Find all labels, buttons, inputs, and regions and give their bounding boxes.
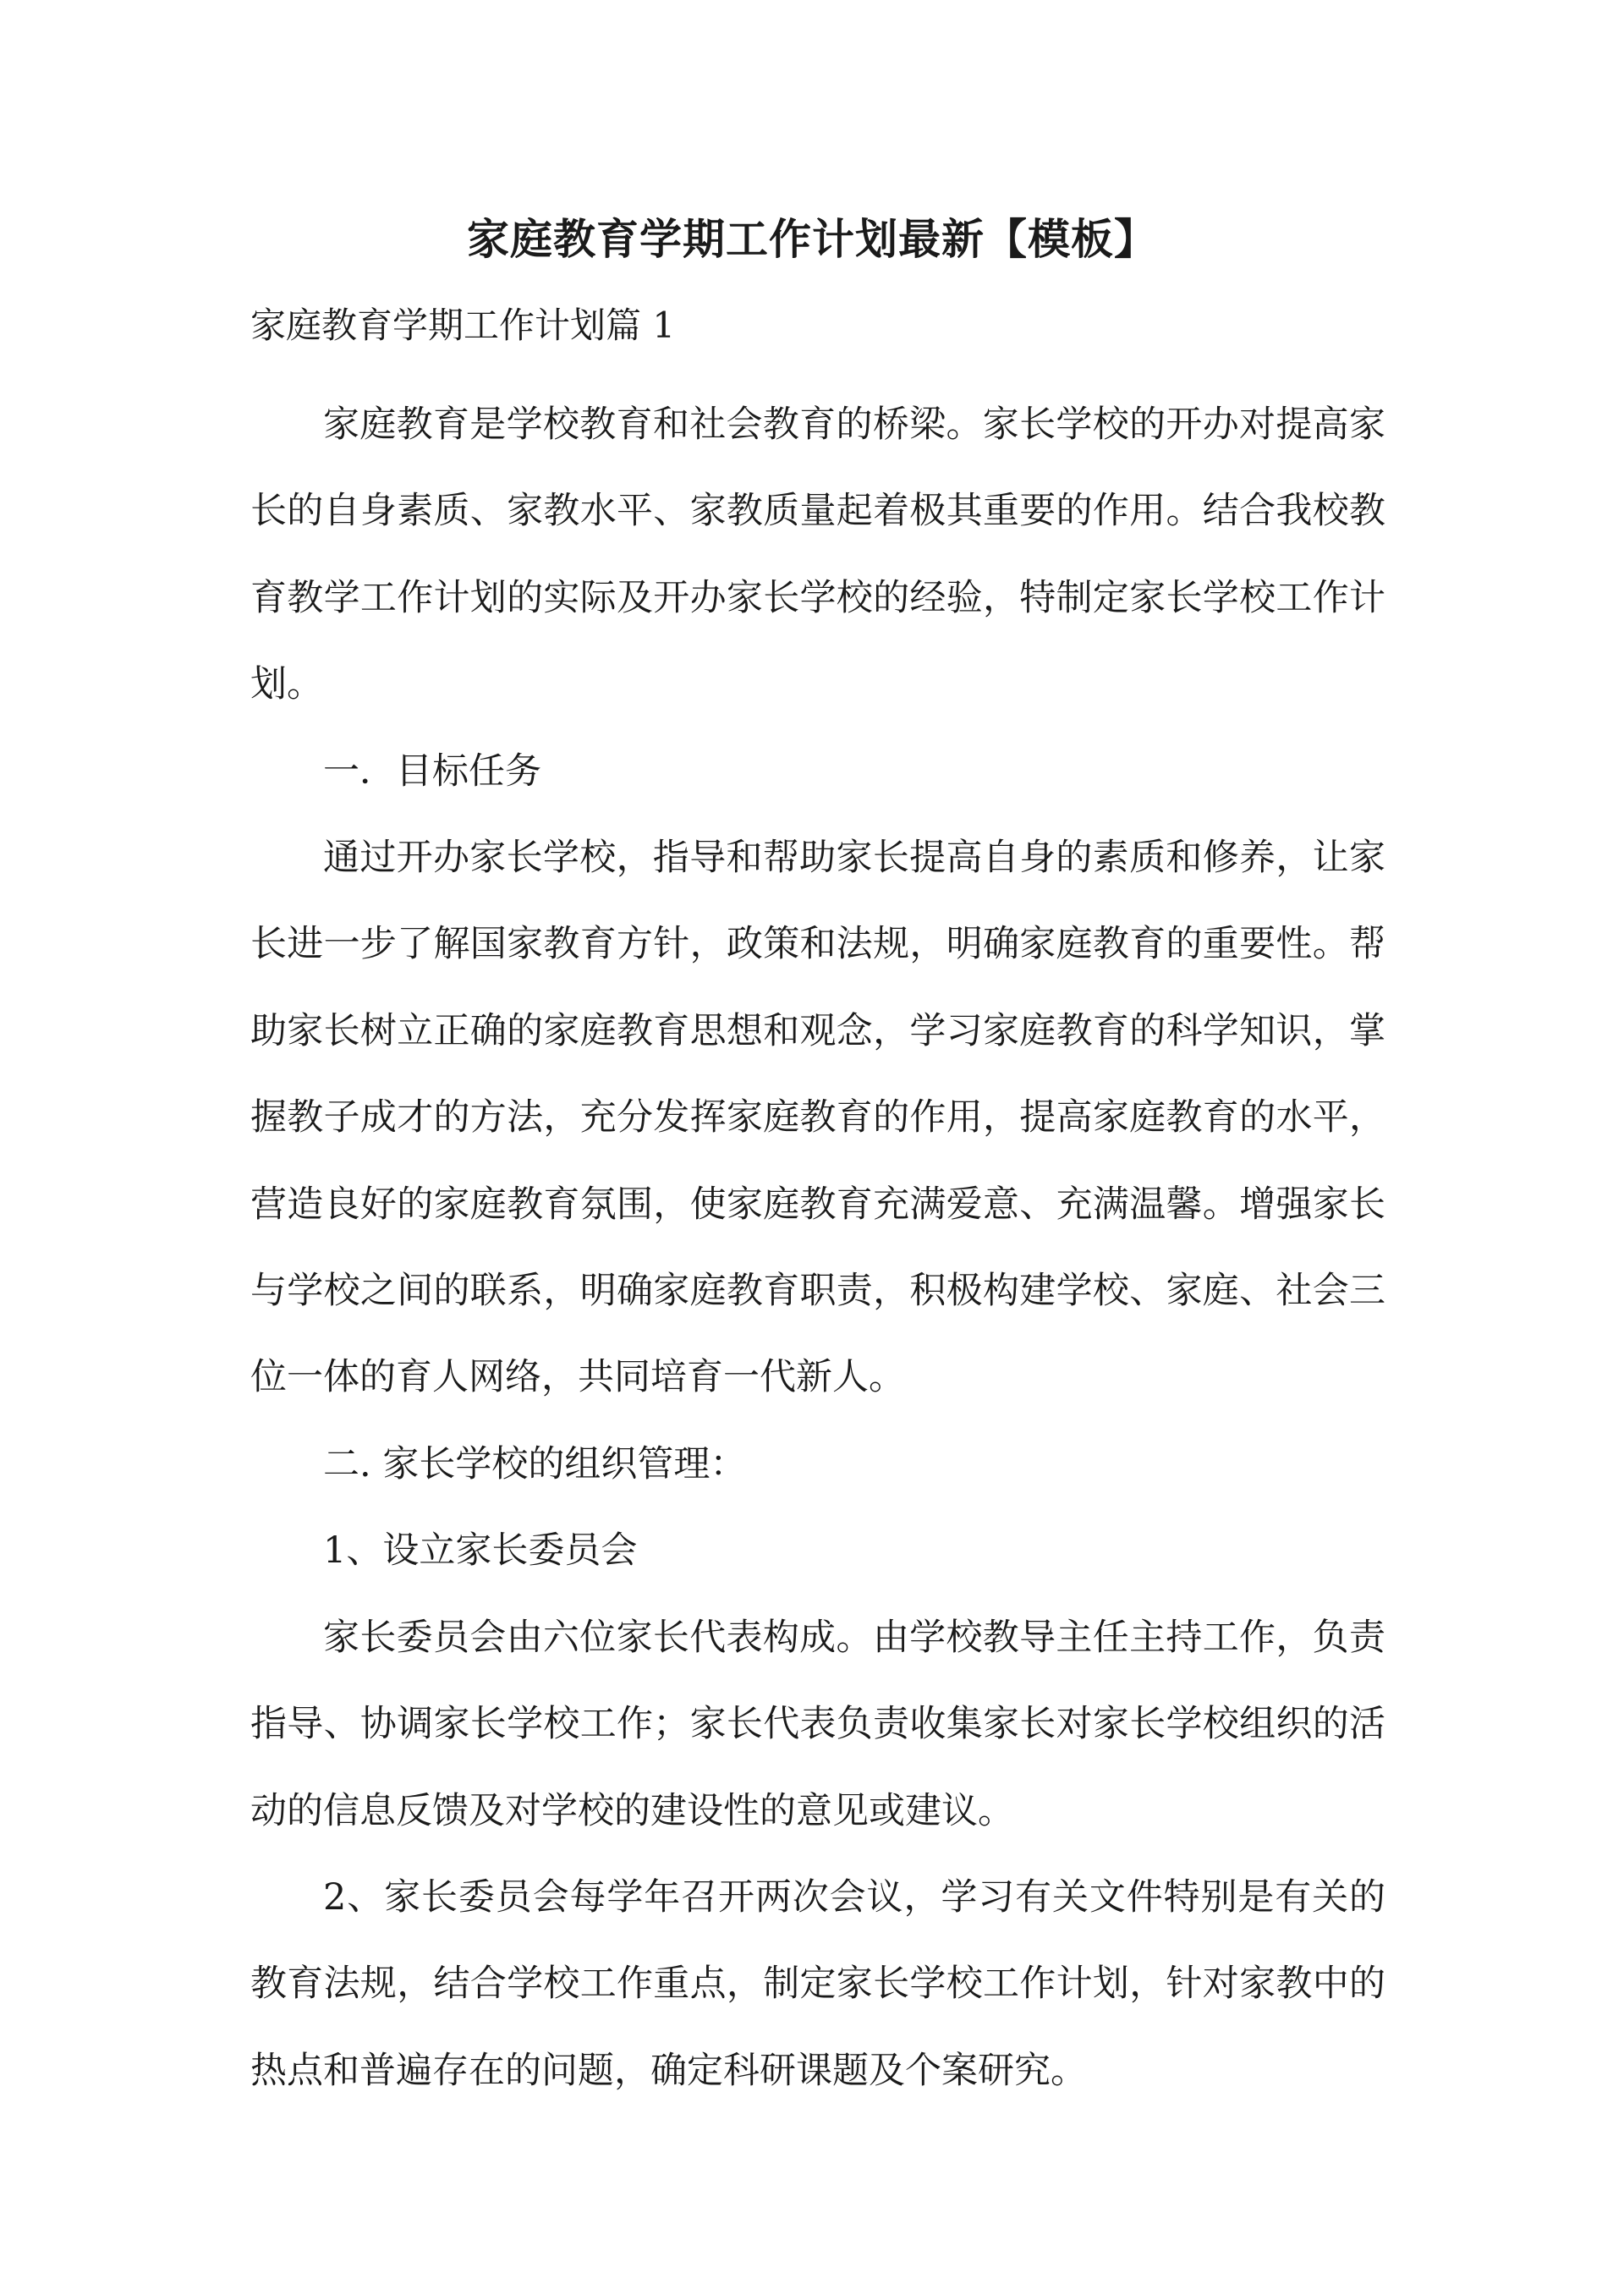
subheading-committee: 1、设立家长委员会	[323, 1529, 638, 1573]
section-heading-goals: 一．目标任务	[323, 749, 541, 793]
document-body	[250, 382, 1385, 2114]
paragraph-goals: 通过开办家长学校，指导和帮助家长提高自身的素质和修养，让家长进一步了解国家教育方针，政策和法规，明确家庭教育的重要性。帮助家长树立正确的家庭教育思想和观念，学习家庭教育的科学知识，掌握教子成才的方法，充分发挥家庭教育的作用，提高家庭教育的水平，营造良好的家庭教育氛围，使家庭教育充满爱意、充满温馨。增强家长与学校之间的联系，明确家庭教育职责，积极构建学校、家庭、社会三位一体的育人网络，共同培育一代新人。	[250, 837, 1385, 1399]
paragraph-meetings: 2、家长委员会每学年召开两次会议，学习有关文件特别是有关的教育法规，结合学校工作重点，制定家长学校工作计划，针对家教中的热点和普遍存在的问题，确定科研课题及个案研究。	[250, 1875, 1385, 2092]
document-subtitle: 家庭教育学期工作计划篇 1	[250, 305, 676, 346]
paragraph-intro: 家庭教育是学校教育和社会教育的桥梁。家长学校的开办对提高家长的自身素质、家教水平、家教质量起着极其重要的作用。结合我校教育教学工作计划的实际及开办家长学校的经验，特制定家长学校工作计划。	[250, 404, 1385, 706]
document-title: 家庭教育学期工作计划最新【模板】	[467, 214, 1157, 264]
paragraph-committee: 家长委员会由六位家长代表构成。由学校教导主任主持工作，负责指导、协调家长学校工作；家长代表负责收集家长对家长学校组织的活动的信息反馈及对学校的建设性的意见或建议。	[250, 1616, 1385, 1832]
section-heading-organization: 二. 家长学校的组织管理：	[323, 1442, 747, 1485]
